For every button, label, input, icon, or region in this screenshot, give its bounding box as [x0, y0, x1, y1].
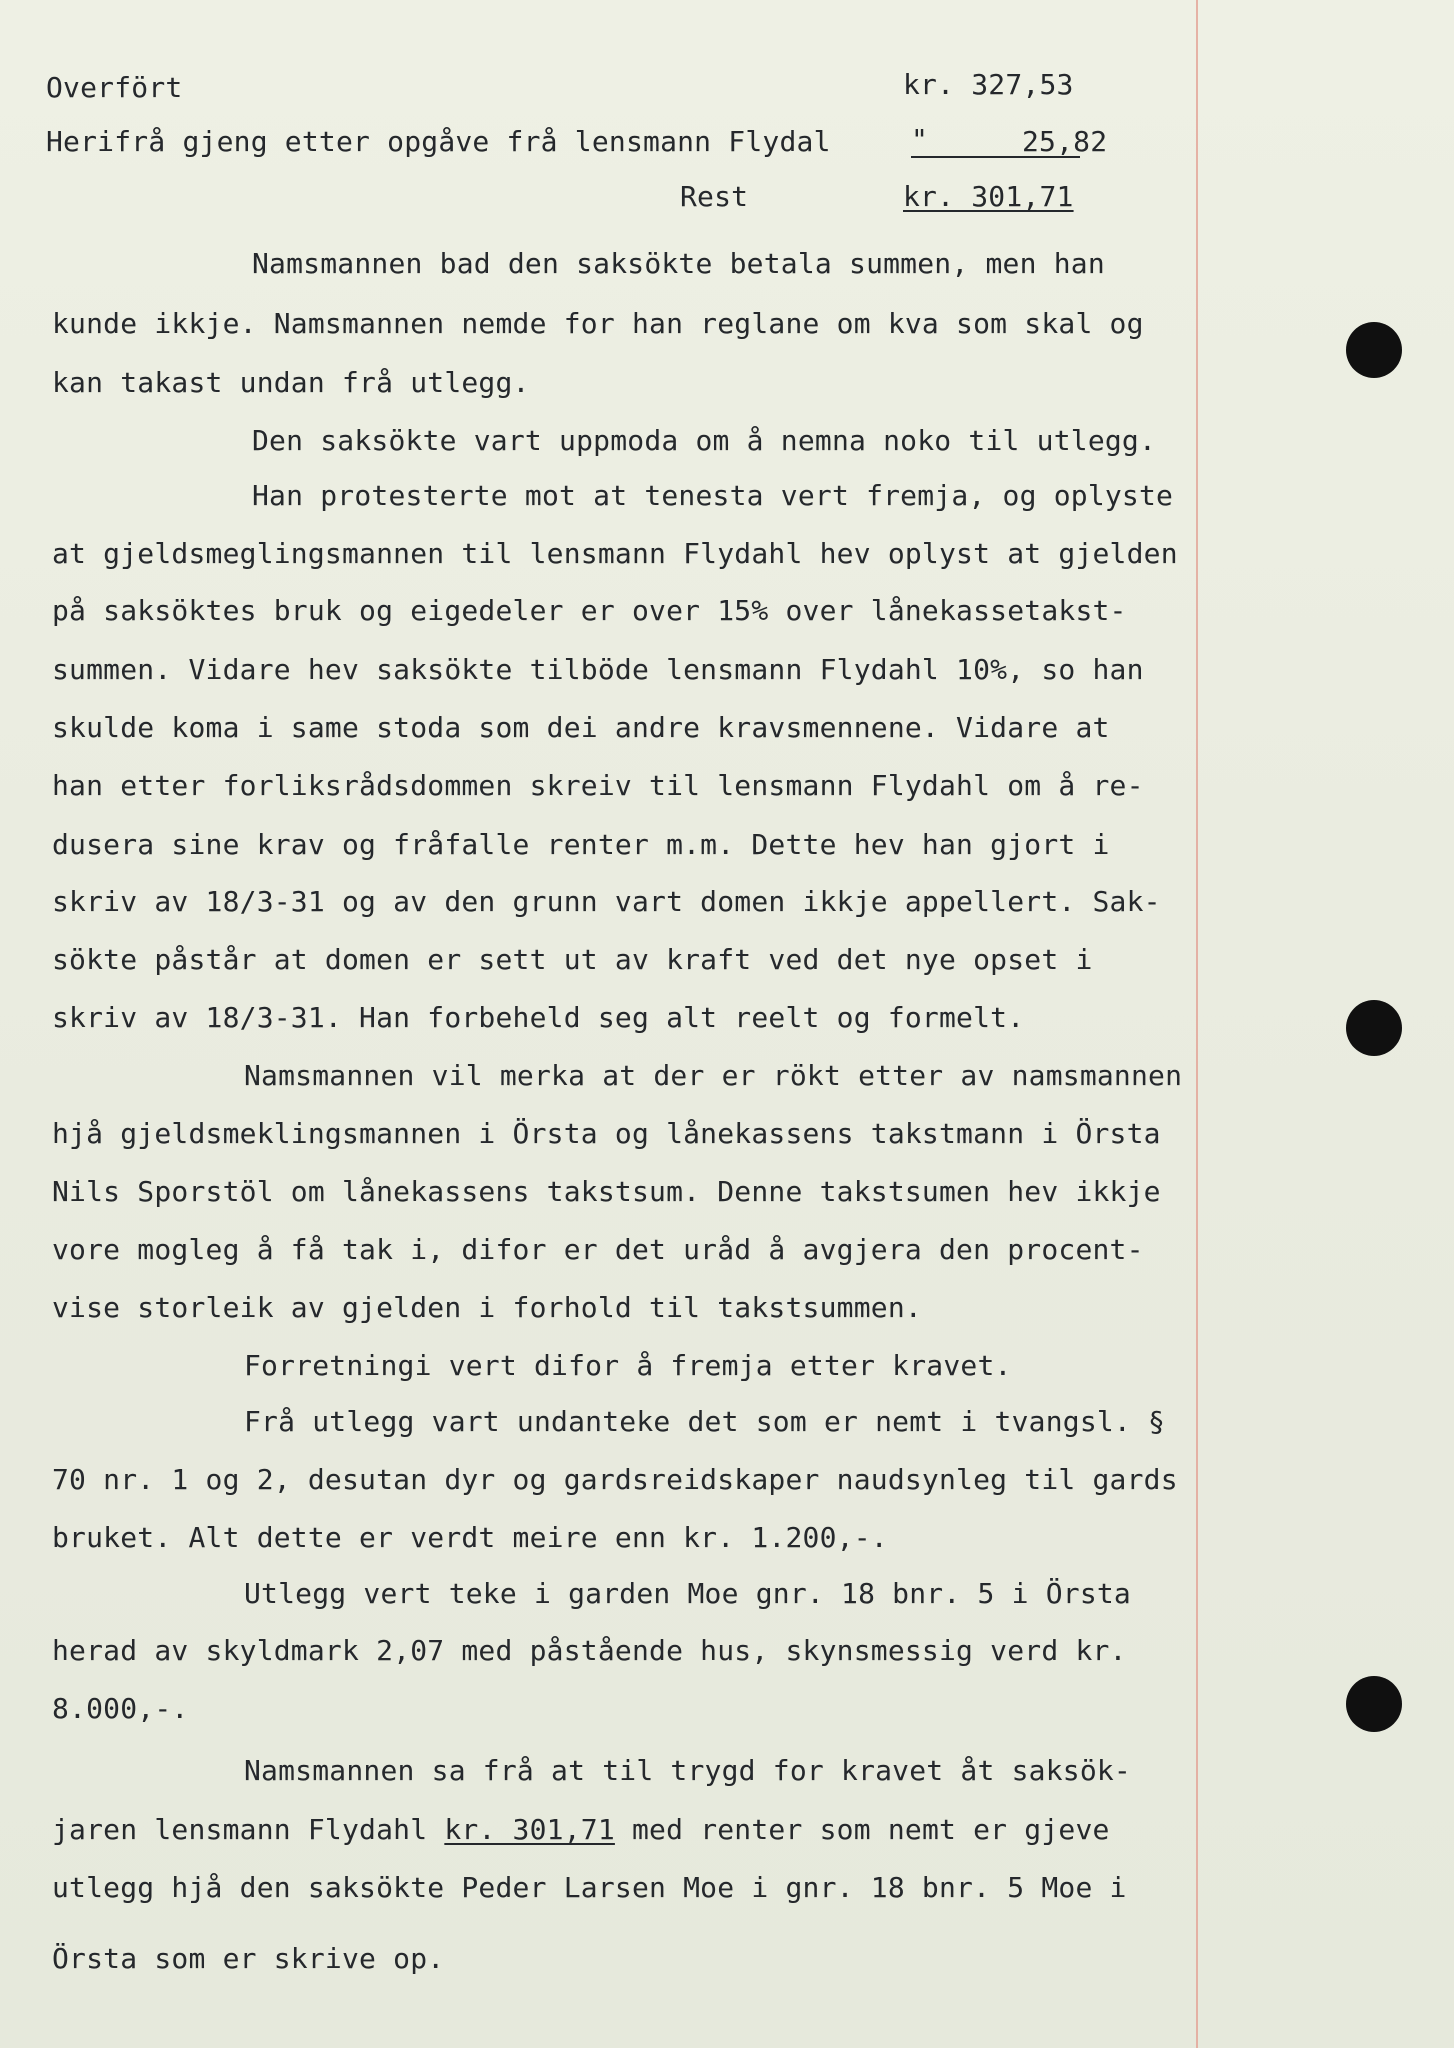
body-line: Han protesterte mot at tenesta vert fremja, og oplyste [252, 479, 1174, 512]
body-line: kan takast undan frå utlegg. [52, 366, 530, 399]
overfort-label: Overfört [46, 71, 183, 104]
body-line: Nils Sporstöl om lånekassens takstsum. Denne takstsumen hev ikkje [52, 1175, 1161, 1208]
deduction-underline [911, 124, 1080, 158]
overfort-amount: kr. 327,53 [903, 68, 1074, 101]
body-line: Utlegg vert teke i garden Moe gnr. 18 bnr. 5 i Örsta [244, 1577, 1131, 1610]
body-line: vore mogleg å få tak i, difor er det uråd å avgjera den procent- [52, 1233, 1144, 1266]
last-para-end: med renter som nemt er gjeve [614, 1813, 1110, 1846]
body-line: Frå utlegg vart undanteke det som er nemt i tvangsl. § [244, 1405, 1166, 1438]
punch-hole [1346, 1676, 1402, 1732]
body-line: vise storleik av gjelden i forhold til takstsummen. [52, 1291, 922, 1324]
body-line: 70 nr. 1 og 2, desutan dyr og gardsreidskaper naudsynleg til gards [52, 1463, 1178, 1496]
body-line: kunde ikkje. Namsmannen nemde for han reglane om kva som skal og [52, 307, 1144, 340]
body-line: Namsmannen sa frå at til trygd for kravet åt saksök- [244, 1754, 1131, 1787]
body-line: skriv av 18/3-31. Han forbeheld seg alt reelt og formelt. [52, 1001, 1025, 1034]
punch-hole [1346, 1000, 1402, 1056]
body-line: Den saksökte vart uppmoda om å nemna noko til utlegg. [252, 424, 1157, 457]
deduction-ditto: " [911, 123, 929, 156]
body-line: dusera sine krav og fråfalle renter m.m. Dette hev han gjort i [52, 828, 1110, 861]
body-line: Namsmannen bad den saksökte betala summen, men han [252, 247, 1105, 280]
body-line: summen. Vidare hev saksökte tilböde lensmann Flydahl 10%, so han [52, 653, 1144, 686]
body-line: Örsta som er skrive op. [52, 1942, 445, 1975]
body-line: skriv av 18/3-31 og av den grunn vart domen ikkje appellert. Sak- [52, 885, 1161, 918]
body-line: at gjeldsmeglingsmannen til lensmann Flydahl hev oplyst at gjelden [52, 537, 1178, 570]
rest-amount: kr. 301,71 [903, 180, 1074, 213]
body-line: Namsmannen vil merka at der er rökt etter av namsmannen [244, 1059, 1183, 1092]
body-line: på saksöktes bruk og eigedeler er over 15% over lånekassetakst- [52, 594, 1127, 627]
body-line: sökte påstår at domen er sett ut av kraft ved det nye opset i [52, 943, 1093, 976]
last-paragraph-line [52, 1812, 1110, 1848]
deduction-label: Herifrå gjeng etter opgåve frå lensmann Flydal [46, 125, 831, 158]
margin-rule [1196, 0, 1198, 2048]
claim-amount: kr. 301,71 [444, 1813, 615, 1846]
body-line: Forretningi vert difor å fremja etter kravet. [244, 1349, 1012, 1382]
last-para-start: jaren lensmann Flydahl [52, 1813, 445, 1846]
body-line: skulde koma i same stoda som dei andre kravsmennene. Vidare at [52, 711, 1110, 744]
rest-label: Rest [680, 180, 749, 213]
punch-hole [1346, 322, 1402, 378]
body-line: han etter forliksrådsdommen skreiv til lensmann Flydahl om å re- [52, 769, 1144, 802]
body-line: hjå gjeldsmeklingsmannen i Örsta og lånekassens takstmann i Örsta [52, 1117, 1161, 1150]
body-line: 8.000,-. [52, 1692, 189, 1725]
body-line: bruket. Alt dette er verdt meire enn kr. 1.200,-. [52, 1521, 888, 1554]
deduction-amount: 25,82 [1022, 125, 1108, 158]
body-line: herad av skyldmark 2,07 med påstående hus, skynsmessig verd kr. [52, 1634, 1127, 1667]
body-line: utlegg hjå den saksökte Peder Larsen Moe i gnr. 18 bnr. 5 Moe i [52, 1871, 1127, 1904]
